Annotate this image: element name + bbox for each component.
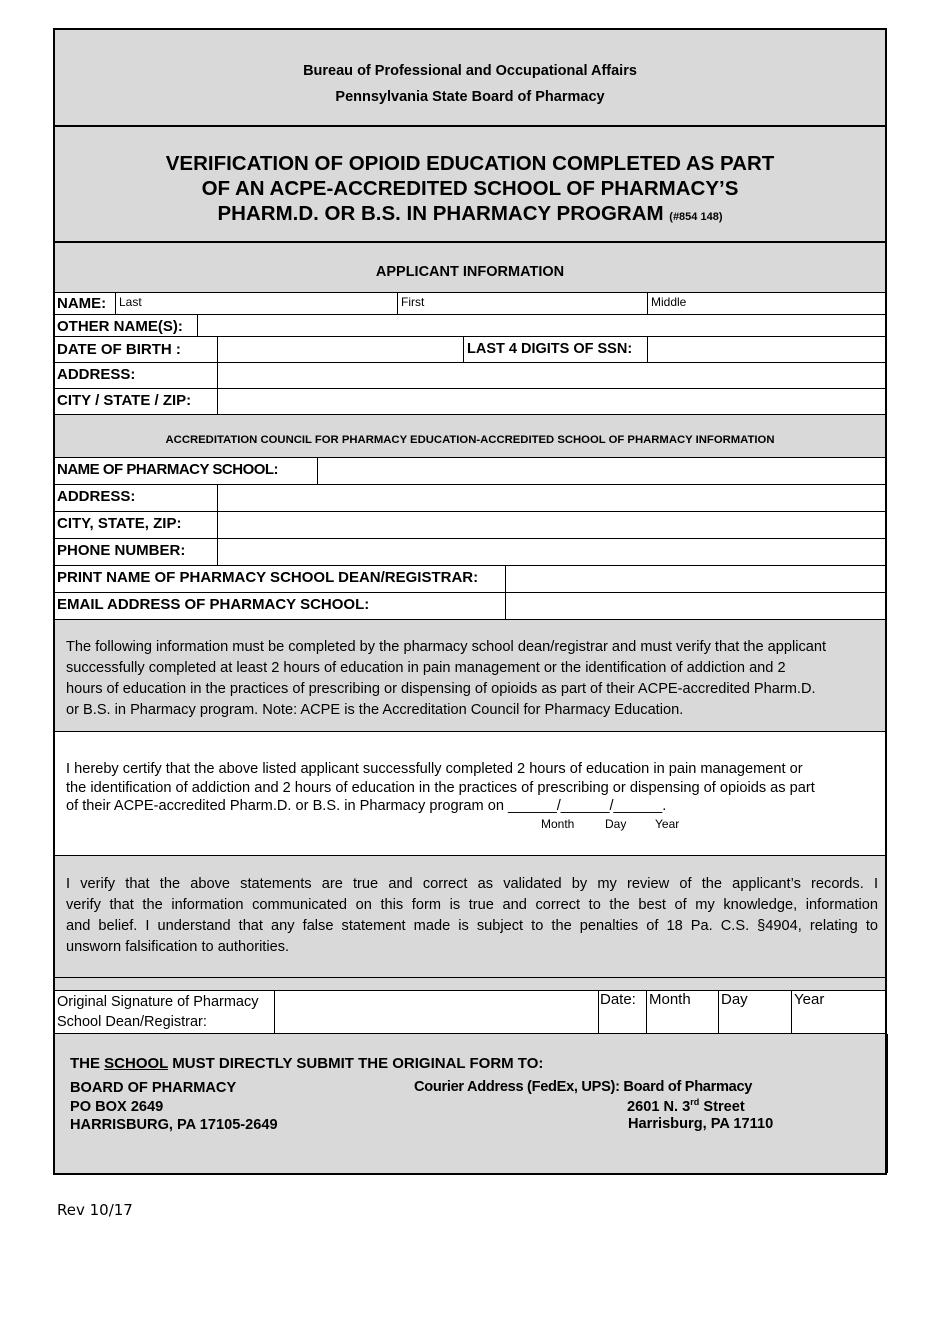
- instructions-line: successfully completed at least 2 hours of education in pain management or the identification of addiction and 2: [66, 660, 786, 676]
- divider: [115, 292, 116, 314]
- form-title-line3: [55, 202, 885, 226]
- mailing-address-line: HARRISBURG, PA 17105-2649: [70, 1117, 278, 1133]
- school-name-label: NAME OF PHARMACY SCHOOL:: [57, 461, 279, 478]
- submit-heading-text: MUST DIRECTLY SUBMIT THE ORIGINAL FORM TO:: [168, 1055, 544, 1072]
- verify-line: unsworn falsification to authorities.: [66, 939, 290, 955]
- school-city-label: CITY, STATE, ZIP:: [57, 515, 182, 532]
- school-name-field[interactable]: [318, 458, 885, 483]
- other-names-label: OTHER NAME(S):: [57, 318, 183, 335]
- certify-month-hint: Month: [541, 817, 575, 831]
- courier-street-number: 2601 N. 3: [627, 1098, 691, 1115]
- middle-name-field[interactable]: Middle: [651, 295, 687, 309]
- courier-city: Harrisburg, PA 17110: [628, 1116, 774, 1132]
- bureau-name: Bureau of Professional and Occupational Affairs: [303, 63, 637, 79]
- signature-label: [57, 992, 259, 1032]
- ssn-field[interactable]: [648, 337, 885, 361]
- certify-line: I hereby certify that the above listed applicant successfully completed 2 hours of education in pain management or: [66, 761, 803, 777]
- school-address-label: ADDRESS:: [57, 488, 136, 505]
- signature-month-field[interactable]: Month: [649, 991, 691, 1008]
- address-label: ADDRESS:: [57, 366, 136, 383]
- other-names-field[interactable]: [198, 315, 885, 335]
- form-number: (#854 148): [669, 211, 723, 223]
- courier-street-name: Street: [699, 1098, 745, 1115]
- dob-field[interactable]: [218, 337, 462, 361]
- signature-gap-band: [55, 978, 885, 990]
- verify-text: [66, 874, 878, 958]
- certify-day-hint: Day: [605, 817, 627, 831]
- signature-field[interactable]: [275, 991, 597, 1032]
- courier-street-suffix: rd: [690, 1097, 700, 1107]
- form-title-text: PHARM.D. OR B.S. IN PHARMACY PROGRAM: [217, 202, 664, 225]
- certify-line: the identification of addiction and 2 hours of education in the practices of prescribing or dispensing of opioids as part: [66, 779, 815, 796]
- city-state-zip-label: CITY / STATE / ZIP:: [57, 392, 192, 409]
- signature-label-line: Original Signature of Pharmacy: [57, 994, 259, 1010]
- instructions-line: or B.S. in Pharmacy program. Note: ACPE is the Accreditation Council for Pharmacy Education.: [66, 702, 684, 718]
- verify-line: verify that the information communicated on this form is true and correct to the best of my knowledge, information: [66, 897, 878, 913]
- divider: [598, 990, 599, 1033]
- revision-label: Rev 10/17: [57, 1201, 133, 1219]
- signature-day-field[interactable]: Day: [721, 991, 748, 1008]
- certify-text: [66, 760, 881, 816]
- email-label: EMAIL ADDRESS OF PHARMACY SCHOOL:: [57, 596, 370, 613]
- dob-label: DATE OF BIRTH :: [57, 341, 181, 358]
- certify-year-hint: Year: [655, 817, 680, 831]
- signature-year-field[interactable]: Year: [794, 991, 825, 1008]
- school-city-field[interactable]: [218, 512, 885, 537]
- form-frame: [53, 28, 887, 1175]
- ssn-label: LAST 4 DIGITS OF SSN:: [467, 341, 633, 357]
- divider: [791, 990, 792, 1033]
- first-name-field[interactable]: First: [401, 295, 425, 309]
- phone-field[interactable]: [218, 539, 885, 564]
- school-address-field[interactable]: [218, 485, 885, 510]
- instructions-line: The following information must be completed by the pharmacy school dean/registrar and must verify that the applicant: [66, 639, 827, 655]
- signature-label-line: School Dean/Registrar:: [57, 1014, 207, 1030]
- divider: [55, 292, 885, 293]
- divider: [397, 292, 398, 314]
- dean-name-field[interactable]: [506, 566, 885, 591]
- instructions-text: [66, 637, 881, 721]
- submit-box-shadow: [885, 1034, 888, 1173]
- address-field[interactable]: [218, 363, 885, 387]
- name-label: NAME:: [57, 295, 107, 312]
- form-title-line2: OF AN ACPE-ACCREDITED SCHOOL OF PHARMACY’S: [201, 177, 739, 200]
- divider: [647, 292, 648, 314]
- divider: [718, 990, 719, 1033]
- phone-label: PHONE NUMBER:: [57, 542, 186, 559]
- last-name-field[interactable]: Last: [119, 295, 142, 309]
- email-field[interactable]: [506, 593, 885, 618]
- divider: [646, 990, 647, 1033]
- divider: [55, 731, 885, 732]
- verify-line: I verify that the above statements are true and correct as validated by my review of the applicant’s records. I: [66, 876, 878, 892]
- mailing-address-line: BOARD OF PHARMACY: [70, 1080, 237, 1096]
- school-section-title: ACCREDITATION COUNCIL FOR PHARMACY EDUCATION-ACCREDITED SCHOOL OF PHARMACY INFORMATION: [165, 434, 775, 446]
- dean-name-label: PRINT NAME OF PHARMACY SCHOOL DEAN/REGISTRAR:: [57, 569, 479, 586]
- submit-heading-text: THE: [70, 1055, 105, 1072]
- submit-heading: [70, 1055, 543, 1072]
- form-title-line1: VERIFICATION OF OPIOID EDUCATION COMPLETED AS PART: [165, 152, 775, 175]
- mailing-address: [70, 1079, 278, 1135]
- board-name: Pennsylvania State Board of Pharmacy: [335, 89, 605, 105]
- divider: [463, 336, 464, 362]
- verify-line: and belief. I understand that any false statement made is subject to the penalties of 18 Pa. C.S. §4904, relating to: [66, 918, 878, 934]
- applicant-section-title: APPLICANT INFORMATION: [375, 264, 565, 280]
- courier-street: [627, 1097, 745, 1115]
- instructions-line: hours of education in the practices of prescribing or dispensing of opioids as part of their ACPE-accredited Pharm.D.: [66, 681, 816, 697]
- city-state-zip-field[interactable]: [218, 389, 885, 413]
- mailing-address-line: PO BOX 2649: [70, 1098, 164, 1115]
- submit-heading-school: SCHOOL: [104, 1055, 169, 1072]
- date-label: Date:: [600, 991, 636, 1008]
- courier-address-heading: Courier Address (FedEx, UPS): Board of Pharmacy: [414, 1079, 753, 1095]
- certify-line: of their ACPE-accredited Pharm.D. or B.S. in Pharmacy program on ______/______/______.: [66, 798, 667, 814]
